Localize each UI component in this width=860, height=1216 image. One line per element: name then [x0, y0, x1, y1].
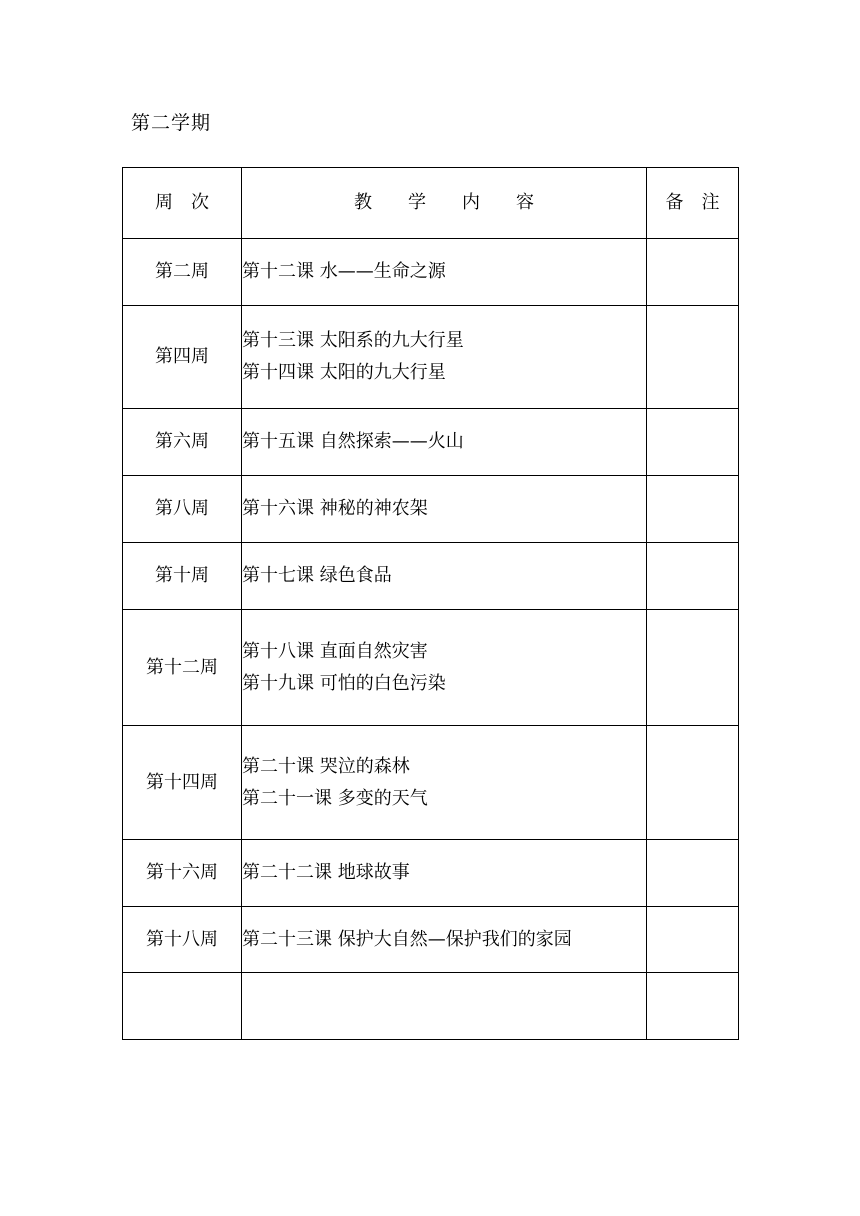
week-cell: 第十二周 — [123, 610, 242, 726]
table-row — [123, 239, 739, 306]
teaching-schedule-table — [122, 167, 739, 1040]
note-cell — [647, 409, 739, 476]
week-cell: 第十八周 — [123, 907, 242, 973]
table-header-row — [123, 168, 739, 239]
lesson-line: 第十七课 绿色食品 — [242, 565, 392, 586]
lesson-line: 第二十二课 地球故事 — [242, 862, 410, 883]
lesson-line: 第十二课 水——生命之源 — [242, 261, 446, 282]
header-week: 周 次 — [123, 168, 242, 239]
week-cell: 第四周 — [123, 306, 242, 409]
lesson-cell — [242, 476, 647, 543]
lesson-line: 第二十课 哭泣的森林 — [242, 755, 410, 777]
lesson-line: 第十五课 自然探索——火山 — [242, 431, 464, 452]
note-cell — [647, 840, 739, 907]
lesson-line: 第十六课 神秘的神农架 — [242, 498, 428, 519]
week-cell: 第二周 — [123, 239, 242, 306]
table-row — [123, 543, 739, 610]
lesson-line: 第十四课 太阳的九大行星 — [242, 362, 446, 383]
table-row — [123, 610, 739, 726]
header-note: 备 注 — [647, 168, 739, 239]
lesson-line: 第十九课 可怕的白色污染 — [242, 672, 446, 694]
lesson-cell — [242, 610, 647, 726]
note-cell — [647, 239, 739, 306]
table-row — [123, 476, 739, 543]
note-cell — [647, 543, 739, 610]
table-row — [123, 306, 739, 409]
lesson-cell — [242, 907, 647, 973]
lesson-cell — [242, 239, 647, 306]
lesson-cell — [242, 973, 647, 1040]
week-cell: 第八周 — [123, 476, 242, 543]
table-row — [123, 973, 739, 1040]
lesson-line: 第十三课 太阳系的九大行星 — [242, 330, 464, 351]
table-row — [123, 409, 739, 476]
lesson-cell — [242, 409, 647, 476]
note-cell — [647, 476, 739, 543]
note-cell — [647, 973, 739, 1040]
note-cell — [647, 610, 739, 726]
lesson-cell — [242, 306, 647, 409]
lesson-cell — [242, 840, 647, 907]
lesson-line: 第二十三课 保护大自然—保护我们的家园 — [242, 928, 572, 950]
lesson-cell — [242, 543, 647, 610]
lesson-cell — [242, 726, 647, 840]
week-cell: 第十六周 — [123, 840, 242, 907]
note-cell — [647, 907, 739, 973]
week-cell: 第六周 — [123, 409, 242, 476]
note-cell — [647, 726, 739, 840]
week-cell: 第十周 — [123, 543, 242, 610]
week-cell: 第十四周 — [123, 726, 242, 840]
week-cell — [123, 973, 242, 1040]
note-cell — [647, 306, 739, 409]
lesson-line: 第二十一课 多变的天气 — [242, 787, 428, 809]
header-content: 教 学 内 容 — [242, 168, 647, 239]
table-row — [123, 726, 739, 840]
table-row — [123, 907, 739, 973]
table-row — [123, 840, 739, 907]
lesson-line: 第十八课 直面自然灾害 — [242, 640, 428, 662]
semester-title: 第二学期 — [131, 112, 212, 134]
